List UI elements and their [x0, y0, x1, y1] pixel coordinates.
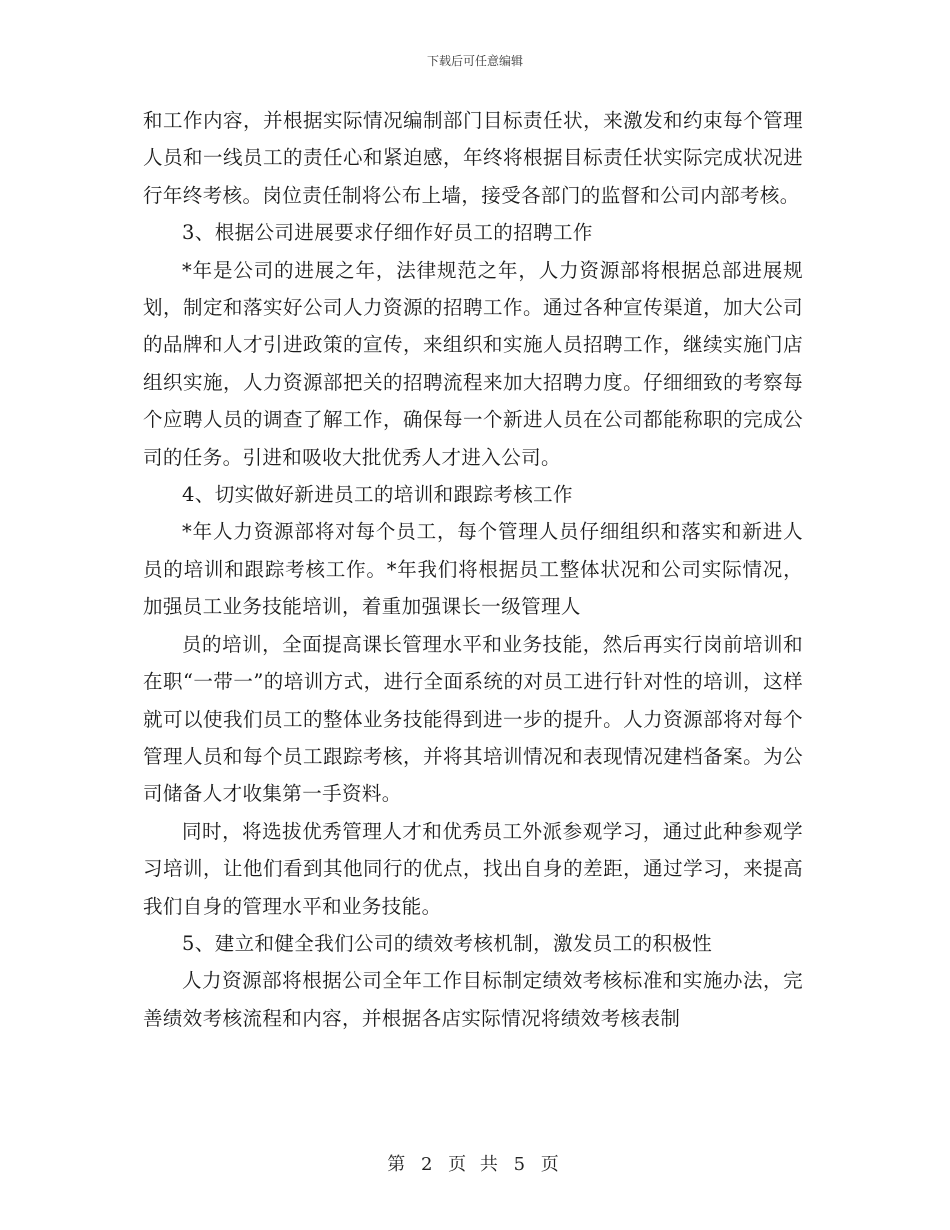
- section-heading-4: 4、切实做好新进员工的培训和跟踪考核工作: [182, 483, 573, 507]
- paragraph-1: 和工作内容，并根据实际情况编制部门目标责任状，来激发和约束每个管理人员和一线员工的责任心和紧迫感，年终将根据目标责任状实际完成状况进行年终考核。岗位责任制将公布上墙，接受各部门的监督和公司内部考核。: [143, 109, 803, 207]
- paragraph-training-continued: 员的培训，全面提高课长管理水平和业务技能，然后再实行岗前培训和在职“一带一”的培训方式，进行全面系统的对员工进行针对性的培训，这样就可以使我们员工的整体业务技能得到进一步的提升。人力资源部将对每个管理人员和每个员工跟踪考核，并将其培训情况和表现情况建档备案。为公司储备人才收集第一手资料。: [143, 632, 803, 806]
- page-header: 下载后可任意编辑: [426, 54, 523, 68]
- section-heading-3: 3、根据公司进展要求仔细作好员工的招聘工作: [182, 221, 593, 245]
- total-page-count: 5: [513, 1154, 530, 1175]
- footer-middle: 页 共: [448, 1154, 502, 1175]
- paragraph-training: *年人力资源部将对每个员工，每个管理人员仔细组织和落实和新进人员的培训和跟踪考核工作。*年我们将根据员工整体状况和公司实际情况，加强员工业务技能培训，着重加强课长一级管理人: [143, 520, 803, 619]
- page-footer: [0, 1150, 950, 1176]
- section-heading-5: 5、建立和健全我们公司的绩效考核机制，激发员工的积极性: [182, 931, 713, 955]
- footer-prefix: 第: [387, 1154, 410, 1175]
- paragraph-performance: 人力资源部将根据公司全年工作目标制定绩效考核标准和实施办法，完善绩效考核流程和内容，并根据各店实际情况将绩效考核表制: [143, 969, 803, 1030]
- footer-suffix: 页: [540, 1154, 563, 1175]
- paragraph-study-visit: 同时，将选拔优秀管理人才和优秀员工外派参观学习，通过此种参观学习培训，让他们看到其他同行的优点，找出自身的差距，通过学习，来提高我们自身的管理水平和业务技能。: [143, 819, 803, 918]
- paragraph-recruitment: *年是公司的进展之年，法律规范之年，人力资源部将根据总部进展规划，制定和落实好公司人力资源的招聘工作。通过各种宣传渠道，加大公司的品牌和人才引进政策的宣传，来组织和实施人员招聘工作，继续实施门店组织实施，人力资源部把关的招聘流程来加大招聘力度。仔细细致的考察每个应聘人员的调查了解工作，确保每一个新进人员在公司都能称职的完成公司的任务。引进和吸收大批优秀人才进入公司。: [143, 258, 803, 469]
- document-body: [143, 102, 803, 1037]
- current-page-number: 2: [420, 1154, 437, 1175]
